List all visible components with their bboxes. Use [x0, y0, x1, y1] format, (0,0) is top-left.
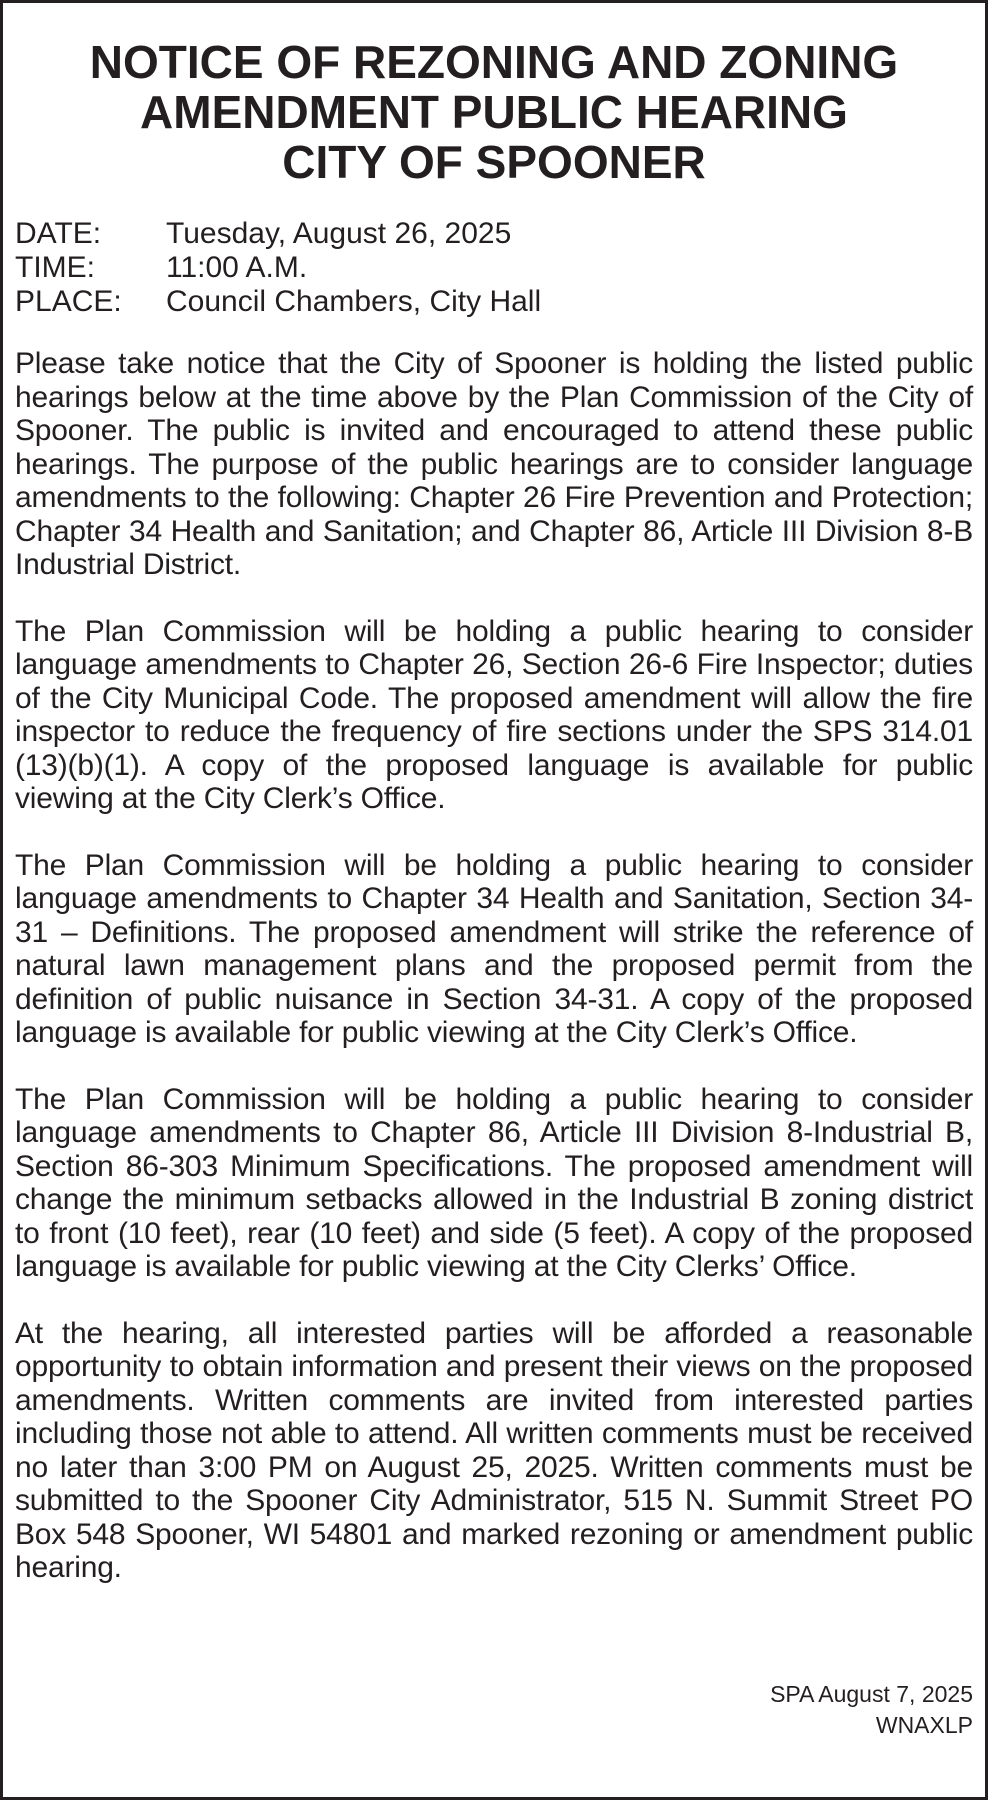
publication-date: SPA August 7, 2025 — [770, 1681, 973, 1707]
place-label: PLACE: — [15, 285, 122, 318]
chapter-26-paragraph: The Plan Commission will be holding a public hearing to consider language amendments to Chapter 26, Section 26-6 Fire Inspector; duties of the City Municipal Code. The proposed amendment will allow the fire inspector to reduce the frequency of fire sections under the SPS 314.01 (13)(b)(1). A copy of the proposed language is available for public viewing at the City Clerk’s Office. — [15, 614, 973, 815]
publication-footer — [770, 1679, 973, 1741]
title-line-2: AMENDMENT PUBLIC HEARING — [140, 86, 848, 138]
date-value: Tuesday, August 26, 2025 — [166, 217, 512, 250]
hearing-details — [15, 217, 973, 319]
chapter-86-paragraph: The Plan Commission will be holding a public hearing to consider language amendments to Chapter 86, Article III Division 8-Industrial B, Section 86-303 Minimum Specifications. The proposed amendment will change the minimum setbacks allowed in the Industrial B zoning district to front (10 feet), rear (10 feet) and side (5 feet). A copy of the proposed language is available for public viewing at the City Clerks’ Office. — [15, 1082, 973, 1283]
notice-title — [15, 37, 973, 187]
date-label: DATE: — [15, 217, 102, 250]
chapter-34-paragraph: The Plan Commission will be holding a public hearing to consider language amendments to Chapter 34 Health and Sanitation, Section 34-31 – Definitions. The proposed amendment will strike the reference of natural lawn management plans and the proposed permit from the definition of public nuisance in Section 34-31. A copy of the proposed language is available for public viewing at the City Clerk’s Office. — [15, 848, 973, 1049]
time-value: 11:00 A.M. — [166, 251, 308, 284]
publication-code: WNAXLP — [875, 1712, 973, 1738]
place-row — [15, 285, 973, 319]
comments-paragraph: At the hearing, all interested parties will be afforded a reasonable opportunity to obtain information and present their views on the proposed amendments. Written comments are invited from interested parties including those not able to attend. All written comments must be received no later than 3:00 PM on August 25, 2025. Written comments must be submitted to the Spooner City Administrator, 515 N. Summit Street PO Box 548 Spooner, WI 54801 and marked rezoning or amendment public hearing. — [15, 1316, 973, 1584]
intro-paragraph: Please take notice that the City of Spooner is holding the listed public hearings below at the time above by the Plan Commission of the City of Spooner. The public is invited and encouraged to attend these public hearings. The purpose of the public hearings are to consider language amendments to the following: Chapter 26 Fire Prevention and Protection; Chapter 34 Health and Sanitation; and Chapter 86, Article III Division 8-B Industrial District. — [15, 347, 973, 581]
title-line-3: CITY OF SPOONER — [282, 136, 706, 188]
time-row — [15, 251, 973, 285]
title-line-1: NOTICE OF REZONING AND ZONING — [89, 36, 899, 88]
place-value: Council Chambers, City Hall — [166, 285, 542, 318]
time-label: TIME: — [15, 251, 95, 284]
date-row — [15, 217, 973, 251]
